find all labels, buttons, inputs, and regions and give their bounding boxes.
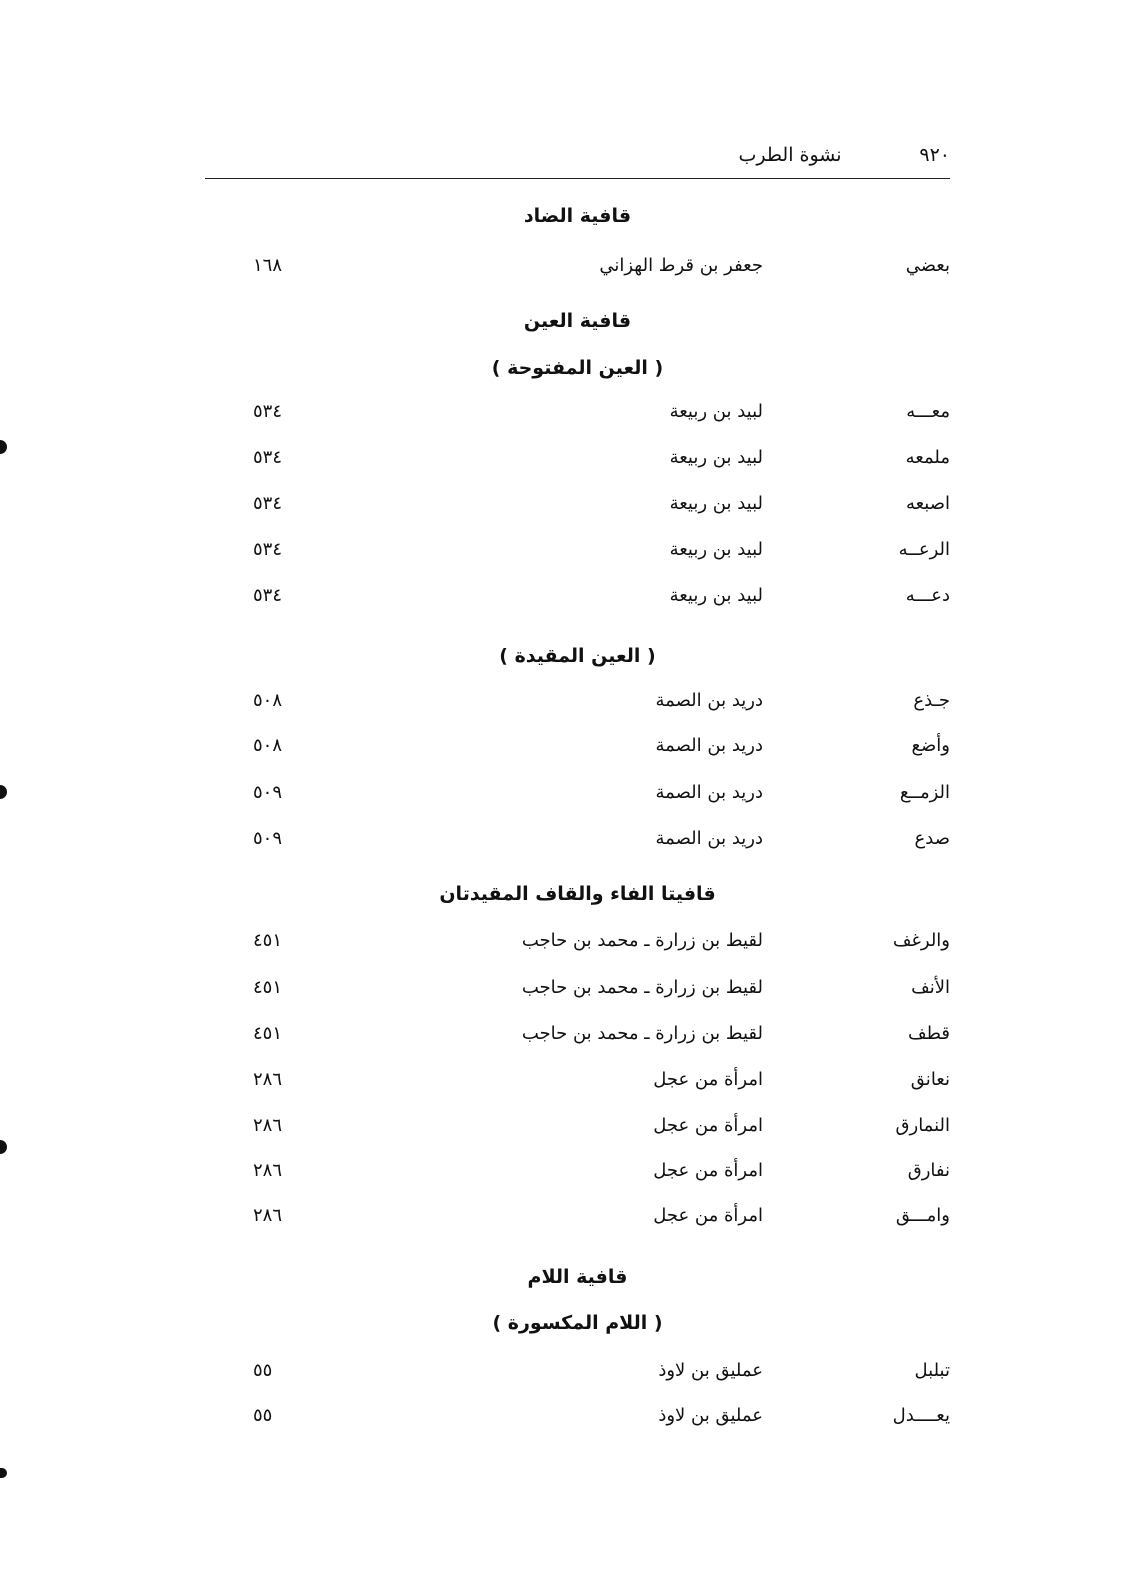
poet-name: عمليق بن لاوذ (658, 1360, 763, 1381)
rhyme-word: الأنف (911, 977, 950, 998)
poet-name: دريد بن الصمة (655, 735, 763, 756)
index-row (205, 828, 950, 860)
poet-name: امرأة من عجل (653, 1205, 763, 1226)
poet-name: لبيد بن ربيعة (669, 447, 763, 468)
page-reference: ٥٣٤ (253, 539, 283, 560)
running-header (205, 140, 950, 179)
poet-name: لقيط بن زرارة ـ محمد بن حاجب (521, 1023, 763, 1044)
page-reference: ٥٠٨ (253, 690, 283, 711)
index-row (205, 539, 950, 571)
index-row (205, 1405, 950, 1437)
section-heading: قافية العين (523, 310, 632, 332)
page-reference: ٢٨٦ (253, 1205, 283, 1226)
poet-name: لبيد بن ربيعة (669, 401, 763, 422)
poet-name: دريد بن الصمة (655, 828, 763, 849)
poet-name: دريد بن الصمة (655, 782, 763, 803)
index-row (205, 977, 950, 1009)
index-row (205, 585, 950, 617)
page-reference: ٤٥١ (253, 1023, 283, 1044)
index-row (205, 255, 950, 287)
rhyme-word: نعانق (910, 1069, 950, 1090)
rhyme-word: بعضي (905, 255, 950, 276)
page-reference: ٥٣٤ (253, 447, 283, 468)
rhyme-word: الرعــه (898, 539, 950, 560)
page-reference: ٥٥ (253, 1405, 273, 1426)
poet-name: لقيط بن زرارة ـ محمد بن حاجب (521, 930, 763, 951)
index-row (205, 782, 950, 814)
scan-edge-mark (0, 440, 7, 454)
poet-name: لبيد بن ربيعة (669, 585, 763, 606)
poet-name: لقيط بن زرارة ـ محمد بن حاجب (521, 977, 763, 998)
page-reference: ٥٠٩ (253, 828, 283, 849)
running-title: نشوة الطرب (738, 144, 842, 166)
index-row (205, 493, 950, 525)
page-reference: ٥٣٤ (253, 493, 283, 514)
rhyme-word: ملمعه (905, 447, 950, 468)
index-row (205, 1360, 950, 1392)
rhyme-word: تبلبل (914, 1360, 950, 1381)
index-row (205, 1069, 950, 1101)
page-reference: ٥٥ (253, 1360, 273, 1381)
rhyme-word: النمارق (895, 1115, 950, 1136)
index-row (205, 1205, 950, 1237)
page-reference: ١٦٨ (253, 255, 283, 276)
index-row (205, 735, 950, 767)
rhyme-word: دعـــه (905, 585, 950, 606)
index-row (205, 447, 950, 479)
poet-name: امرأة من عجل (653, 1115, 763, 1136)
section-subheading: ( اللام المكسورة ) (492, 1312, 663, 1334)
rhyme-word: صدع (914, 828, 950, 849)
poet-name: دريد بن الصمة (655, 690, 763, 711)
rhyme-word: نفارق (907, 1160, 950, 1181)
index-row (205, 401, 950, 433)
poet-name: لبيد بن ربيعة (669, 493, 763, 514)
poet-name: امرأة من عجل (653, 1160, 763, 1181)
page-reference: ٢٨٦ (253, 1160, 283, 1181)
page-reference: ٥٠٨ (253, 735, 283, 756)
page-reference: ٤٥١ (253, 977, 283, 998)
page-reference: ٤٥١ (253, 930, 283, 951)
poet-name: امرأة من عجل (653, 1069, 763, 1090)
section-subheading: ( العين المقيدة ) (499, 645, 656, 667)
page-reference: ٢٨٦ (253, 1115, 283, 1136)
page-number: ٩٢٠ (919, 144, 950, 166)
index-row (205, 930, 950, 962)
page-reference: ٥٠٩ (253, 782, 283, 803)
index-row (205, 1023, 950, 1055)
scan-edge-mark (0, 785, 7, 799)
index-row (205, 1115, 950, 1147)
rhyme-word: يعــــدل (892, 1405, 950, 1426)
index-row (205, 690, 950, 722)
page-reference: ٢٨٦ (253, 1069, 283, 1090)
rhyme-word: الزمــع (899, 782, 950, 803)
index-row (205, 1160, 950, 1192)
rhyme-word: جـذع (913, 690, 950, 711)
scan-edge-mark (0, 1468, 7, 1478)
poet-name: جعفر بن قرط الهزاني (599, 255, 763, 276)
page-reference: ٥٣٤ (253, 401, 283, 422)
page-reference: ٥٣٤ (253, 585, 283, 606)
poet-name: عمليق بن لاوذ (658, 1405, 763, 1426)
scan-edge-mark (0, 1140, 7, 1154)
rhyme-word: اصبعه (905, 493, 950, 514)
rhyme-word: قطف (907, 1023, 950, 1044)
rhyme-word: وامـــق (895, 1205, 950, 1226)
rhyme-word: معـــه (906, 401, 950, 422)
section-subheading: ( العين المفتوحة ) (491, 357, 664, 379)
section-heading: قافية الضاد (523, 205, 632, 227)
rhyme-word: وأضع (911, 735, 950, 756)
section-heading: قافية اللام (527, 1266, 628, 1288)
poet-name: لبيد بن ربيعة (669, 539, 763, 560)
section-heading: قافيتا الفاء والقاف المقيدتان (439, 883, 716, 905)
rhyme-word: والرغف (892, 930, 950, 951)
